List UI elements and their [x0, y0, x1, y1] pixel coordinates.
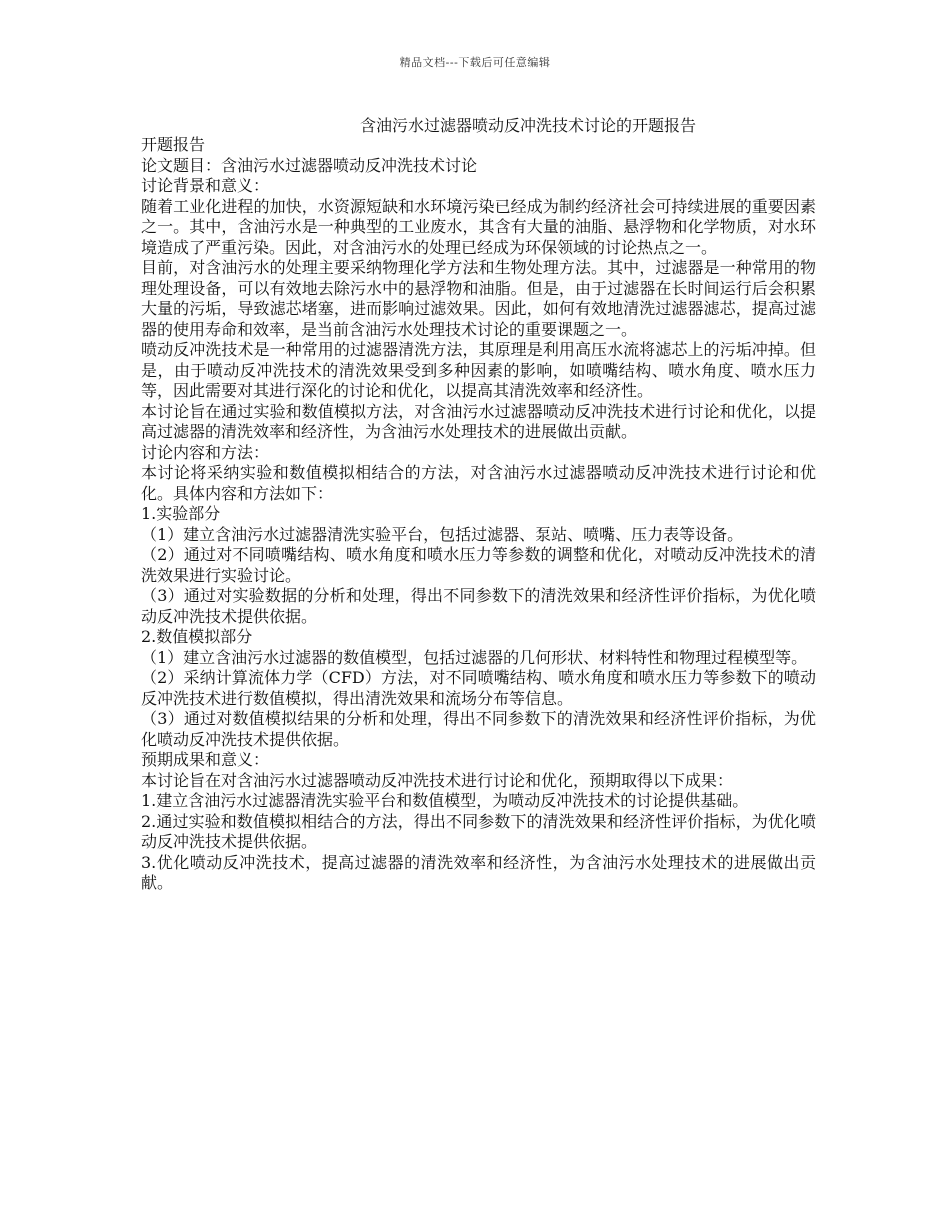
- paragraph: 喷动反冲洗技术是一种常用的过滤器清洗方法，其原理是利用高压水流将滤芯上的污垢冲掉。但是，由于喷动反冲洗技术的清洗效果受到多种因素的影响，如喷嘴结构、喷水角度、喷水压力等，因此需要对其进行深化的讨论和优化，以提高其清洗效率和经济性。: [141, 340, 816, 400]
- paragraph: 本讨论旨在对含油污水过滤器喷动反冲洗技术进行讨论和优化，预期取得以下成果：: [141, 770, 734, 790]
- list-item: （3）通过对实验数据的分析和处理，得出不同参数下的清洗效果和经济性评价指标，为优化喷动反冲洗技术提供依据。: [141, 586, 816, 626]
- page-header-note: 精品文档---下载后可任意编辑: [399, 56, 551, 69]
- document-title: 含油污水过滤器喷动反冲洗技术讨论的开题报告: [360, 116, 697, 135]
- list-item: （1）建立含油污水过滤器清洗实验平台，包括过滤器、泵站、喷嘴、压力表等设备。: [141, 524, 744, 544]
- list-item: 2.通过实验和数值模拟相结合的方法，得出不同参数下的清洗效果和经济性评价指标，为优化喷动反冲洗技术提供依据。: [141, 811, 816, 851]
- list-item: （2）采纳计算流体力学（CFD）方法，对不同喷嘴结构、喷水角度和喷水压力等参数下的喷动反冲洗技术进行数值模拟，得出清洗效果和流场分布等信息。: [141, 668, 816, 708]
- thesis-topic: 论文题目：含油污水过滤器喷动反冲洗技术讨论: [141, 155, 478, 175]
- section-heading-methods: 讨论内容和方法：: [141, 442, 270, 462]
- list-item: （3）通过对数值模拟结果的分析和处理，得出不同参数下的清洗效果和经济性评价指标，为优化喷动反冲洗技术提供依据。: [141, 709, 816, 749]
- paragraph: 本讨论旨在通过实验和数值模拟方法，对含油污水过滤器喷动反冲洗技术进行讨论和优化，以提高过滤器的清洗效率和经济性，为含油污水处理技术的进展做出贡献。: [141, 401, 816, 441]
- report-label: 开题报告: [141, 135, 206, 154]
- list-item: 3.优化喷动反冲洗技术，提高过滤器的清洗效率和经济性，为含油污水处理技术的进展做出贡献。: [141, 852, 816, 892]
- section-heading-background: 讨论背景和意义：: [141, 176, 270, 195]
- list-item: 1.建立含油污水过滤器清洗实验平台和数值模型，为喷动反冲洗技术的讨论提供基础。: [141, 791, 749, 810]
- list-item: （2）通过对不同喷嘴结构、喷水角度和喷水压力等参数的调整和优化，对喷动反冲洗技术的清洗效果进行实验讨论。: [141, 545, 816, 585]
- subsection-heading-simulation: 2.数值模拟部分: [141, 627, 253, 646]
- paragraph: 目前，对含油污水的处理主要采纳物理化学方法和生物处理方法。其中，过滤器是一种常用的物理处理设备，可以有效地去除污水中的悬浮物和油脂。但是，由于过滤器在长时间运行后会积累大量的污垢，导致滤芯堵塞，进而影响过滤效果。因此，如何有效地清洗过滤器滤芯，提高过滤器的使用寿命和效率，是当前含油污水处理技术讨论的重要课题之一。: [141, 258, 816, 339]
- paragraph: 本讨论将采纳实验和数值模拟相结合的方法，对含油污水过滤器喷动反冲洗技术进行讨论和优化。具体内容和方法如下：: [141, 463, 816, 503]
- document-body: [141, 135, 816, 894]
- paragraph: 随着工业化进程的加快，水资源短缺和水环境污染已经成为制约经济社会可持续进展的重要因素之一。其中，含油污水是一种典型的工业废水，其含有大量的油脂、悬浮物和化学物质，对水环境造成了严重污染。因此，对含油污水的处理已经成为环保领域的讨论热点之一。: [141, 196, 816, 257]
- subsection-heading-experiment: 1.实验部分: [141, 504, 221, 523]
- section-heading-outcomes: 预期成果和意义：: [141, 750, 270, 769]
- list-item: （1）建立含油污水过滤器的数值模型，包括过滤器的几何形状、材料特性和物理过程模型等。: [141, 647, 808, 667]
